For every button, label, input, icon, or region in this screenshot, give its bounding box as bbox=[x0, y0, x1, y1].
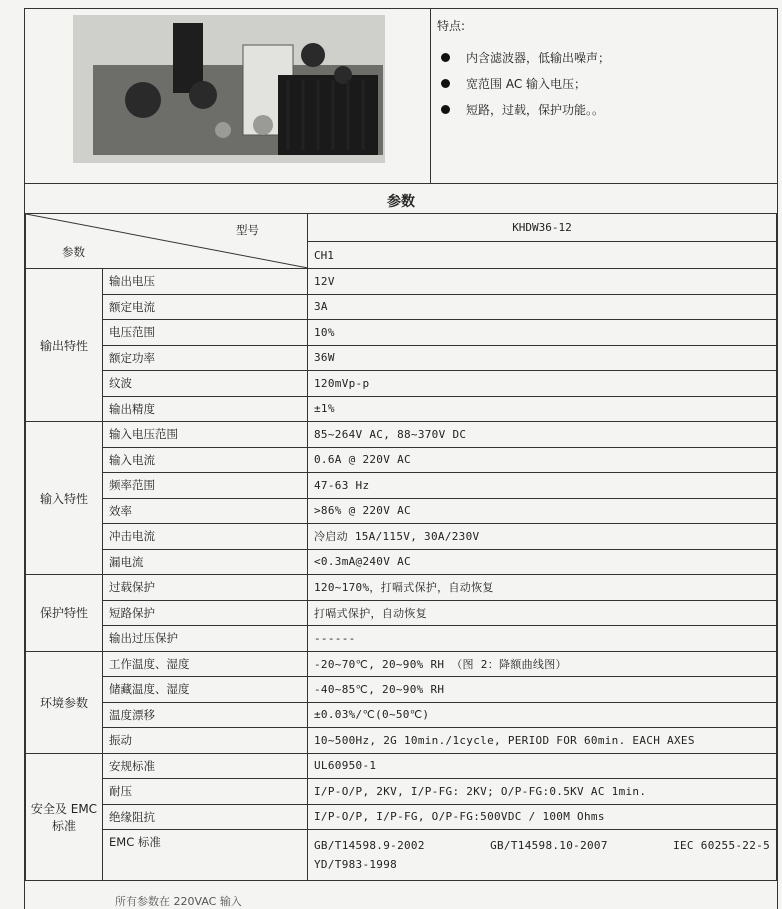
param-value: 120~170%，打嗝式保护，自动恢复 bbox=[308, 575, 777, 601]
param-name: 振动 bbox=[103, 728, 308, 754]
param-value: 10% bbox=[308, 320, 777, 346]
table-row bbox=[26, 804, 777, 830]
table-row bbox=[26, 702, 777, 728]
bullet-icon bbox=[441, 53, 450, 62]
emc-standards bbox=[308, 830, 777, 881]
group-label: 环境参数 bbox=[26, 651, 103, 753]
params-title: 参数 bbox=[387, 194, 415, 210]
param-name: 输出电压 bbox=[103, 269, 308, 295]
param-name: 输出精度 bbox=[103, 396, 308, 422]
emc-std: IEC 60255-22-5 bbox=[673, 839, 770, 852]
param-name: EMC 标准 bbox=[103, 830, 308, 881]
param-name: 温度漂移 bbox=[103, 702, 308, 728]
param-value: 10~500Hz, 2G 10min./1cycle, PERIOD FOR 60min. EACH AXES bbox=[308, 728, 777, 754]
param-value: <0.3mA@240V AC bbox=[308, 549, 777, 575]
table-row bbox=[26, 677, 777, 703]
table-row bbox=[26, 600, 777, 626]
param-value: I/P-O/P, I/P-FG, O/P-FG:500VDC / 100M Ohms bbox=[308, 804, 777, 830]
param-name: 储藏温度、湿度 bbox=[103, 677, 308, 703]
table-row bbox=[26, 371, 777, 397]
param-name: 额定电流 bbox=[103, 294, 308, 320]
features-title: 特点: bbox=[437, 19, 466, 33]
datasheet-page bbox=[24, 8, 778, 909]
table-row bbox=[26, 549, 777, 575]
header-diagonal-cell bbox=[26, 214, 308, 269]
param-name: 过载保护 bbox=[103, 575, 308, 601]
table-row bbox=[26, 269, 777, 295]
table-row bbox=[26, 524, 777, 550]
param-name: 效率 bbox=[103, 498, 308, 524]
param-name: 纹波 bbox=[103, 371, 308, 397]
param-value: 12V bbox=[308, 269, 777, 295]
param-label: 参数 bbox=[62, 245, 85, 259]
table-row bbox=[26, 396, 777, 422]
features-block bbox=[437, 17, 610, 122]
model-label: 型号 bbox=[236, 223, 259, 237]
param-value: 85~264V AC, 88~370V DC bbox=[308, 422, 777, 448]
table-row bbox=[26, 345, 777, 371]
header-divider bbox=[430, 9, 431, 183]
feature-item: 短路，过载，保护功能。。 bbox=[437, 96, 610, 122]
param-value: 打嗝式保护，自动恢复 bbox=[308, 600, 777, 626]
param-value: >86% @ 220V AC bbox=[308, 498, 777, 524]
param-name: 安规标准 bbox=[103, 753, 308, 779]
param-value: 120mVp-p bbox=[308, 371, 777, 397]
param-value: UL60950-1 bbox=[308, 753, 777, 779]
model-value: KHDW36-12 bbox=[308, 214, 776, 242]
table-row bbox=[26, 728, 777, 754]
group-label: 输出特性 bbox=[26, 269, 103, 422]
emc-std: GB/T14598.9-2002 bbox=[314, 839, 425, 852]
group-label: 输入特性 bbox=[26, 422, 103, 575]
param-name: 短路保护 bbox=[103, 600, 308, 626]
param-value: 0.6A @ 220V AC bbox=[308, 447, 777, 473]
table-row bbox=[26, 779, 777, 805]
table-row bbox=[26, 447, 777, 473]
param-value: I/P-O/P, 2KV, I/P-FG: 2KV; O/P-FG:0.5KV AC 1min. bbox=[308, 779, 777, 805]
group-label: 保护特性 bbox=[26, 575, 103, 652]
bullet-icon bbox=[441, 79, 450, 88]
param-name: 输出过压保护 bbox=[103, 626, 308, 652]
channel-value: CH1 bbox=[314, 248, 334, 262]
table-row bbox=[26, 498, 777, 524]
param-name: 频率范围 bbox=[103, 473, 308, 499]
table-row bbox=[26, 626, 777, 652]
product-photo bbox=[73, 15, 385, 163]
param-value: 3A bbox=[308, 294, 777, 320]
table-row bbox=[26, 473, 777, 499]
param-name: 输入电压范围 bbox=[103, 422, 308, 448]
table-row bbox=[26, 753, 777, 779]
param-name: 绝缘阻抗 bbox=[103, 804, 308, 830]
bullet-icon bbox=[441, 105, 450, 114]
table-row bbox=[26, 294, 777, 320]
param-value: -40~85℃, 20~90% RH bbox=[308, 677, 777, 703]
param-name: 冲击电流 bbox=[103, 524, 308, 550]
param-value: ±1% bbox=[308, 396, 777, 422]
table-header-row bbox=[26, 214, 777, 269]
feature-item: 内含滤波器，低输出噪声； bbox=[437, 44, 610, 70]
table-row bbox=[26, 651, 777, 677]
power-board-image bbox=[73, 15, 385, 163]
emc-std: GB/T14598.10-2007 bbox=[490, 839, 608, 852]
param-value: 冷启动 15A/115V, 30A/230V bbox=[308, 524, 777, 550]
param-name: 额定功率 bbox=[103, 345, 308, 371]
param-name: 电压范围 bbox=[103, 320, 308, 346]
param-name: 输入电流 bbox=[103, 447, 308, 473]
table-row bbox=[26, 830, 777, 881]
footnote: 所有参数在 220VAC 输入 bbox=[115, 895, 242, 908]
table-row bbox=[26, 575, 777, 601]
table-row bbox=[26, 422, 777, 448]
table-row bbox=[26, 320, 777, 346]
param-value: ------ bbox=[308, 626, 777, 652]
param-name: 耐压 bbox=[103, 779, 308, 805]
group-label: 安全及 EMC 标准 bbox=[26, 753, 103, 881]
param-name: 工作温度、湿度 bbox=[103, 651, 308, 677]
param-value: ±0.03%/℃(0~50℃) bbox=[308, 702, 777, 728]
feature-item: 宽范围 AC 输入电压； bbox=[437, 70, 610, 96]
emc-std: YD/T983-1998 bbox=[314, 858, 398, 871]
model-cell bbox=[308, 214, 777, 269]
section-divider bbox=[25, 183, 777, 184]
param-name: 漏电流 bbox=[103, 549, 308, 575]
param-value: -20~70℃, 20~90% RH （图 2：降额曲线图） bbox=[308, 651, 777, 677]
spec-table bbox=[25, 213, 777, 881]
param-value: 36W bbox=[308, 345, 777, 371]
param-value: 47-63 Hz bbox=[308, 473, 777, 499]
